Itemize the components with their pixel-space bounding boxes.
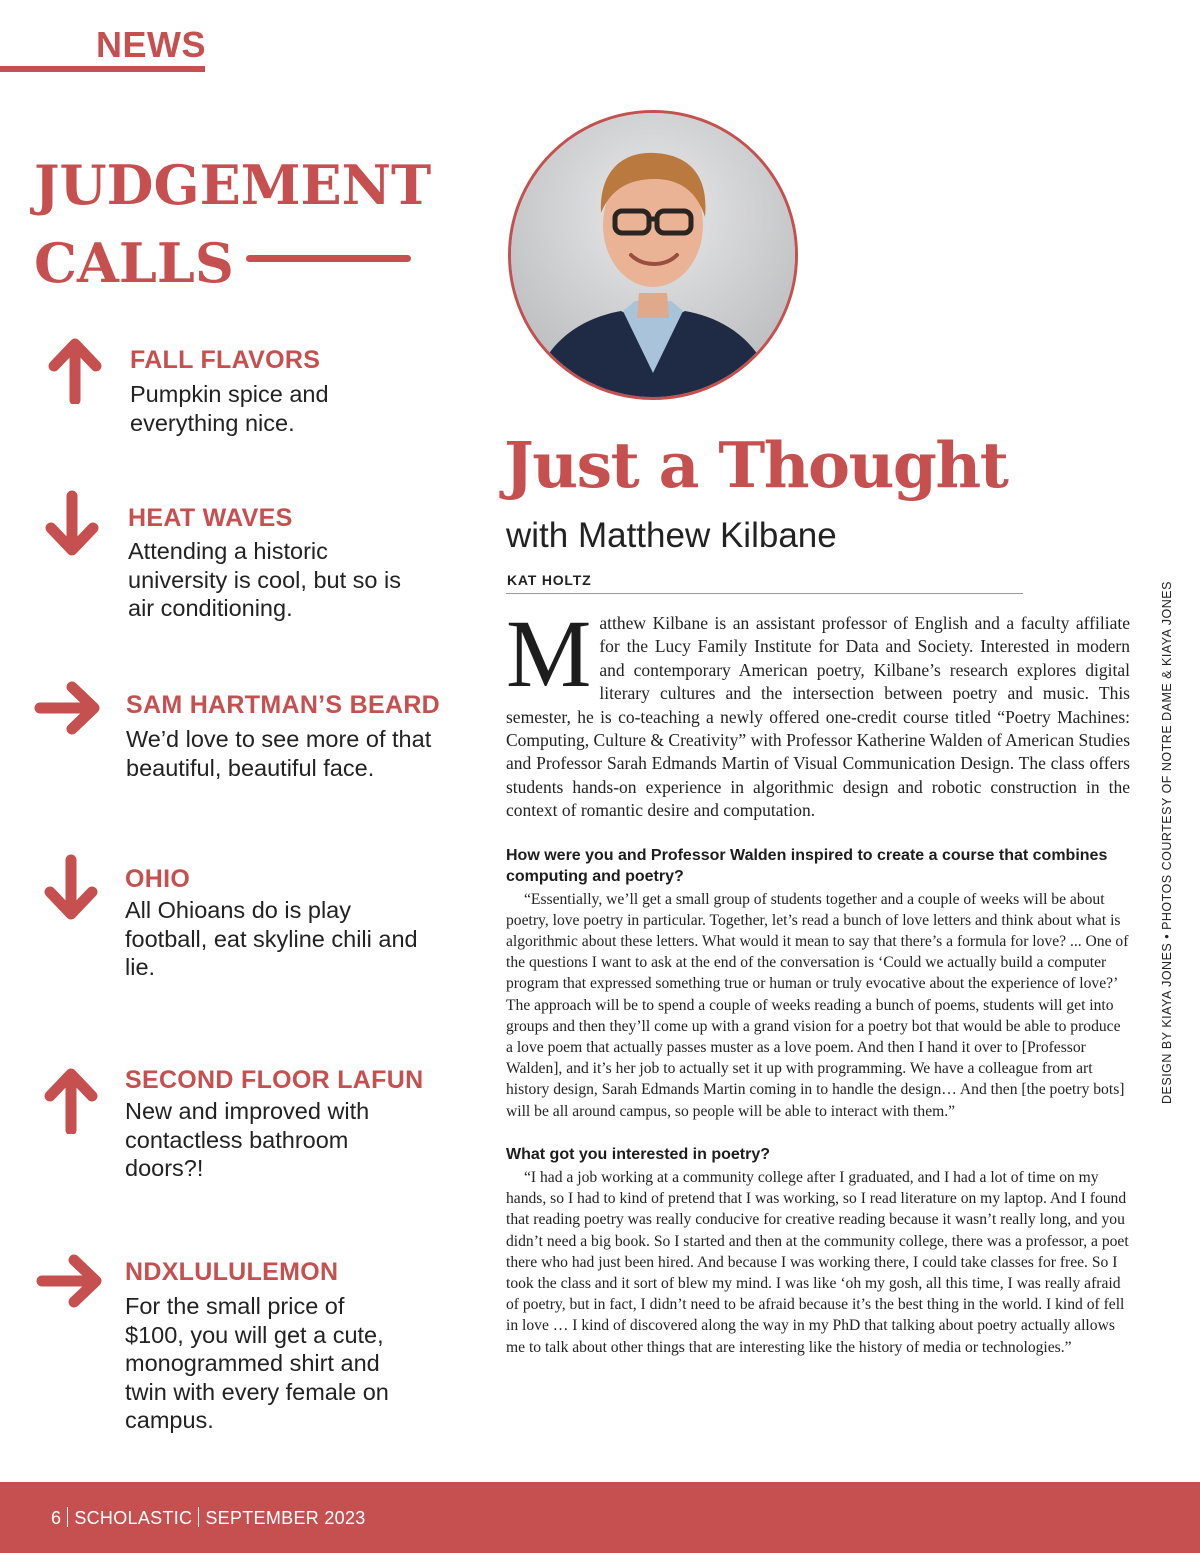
judgement-calls-title: JUDGEMENT CALLS bbox=[34, 153, 432, 295]
interview-question: How were you and Professor Walden inspired to create a course that combines computing and poetry? bbox=[506, 846, 1108, 885]
item-heading: FALL FLAVORS bbox=[130, 346, 321, 374]
item-heading: HEAT WAVES bbox=[128, 504, 293, 532]
item-text: For the small price of $100, you will get a cute, monogrammed shirt and twin with every female on campus. bbox=[125, 1293, 389, 1433]
footer-folio bbox=[51, 1507, 366, 1529]
item-heading: NDXLULULEMON bbox=[125, 1258, 339, 1286]
section-label: NEWS bbox=[96, 24, 206, 65]
footer-divider bbox=[67, 1507, 68, 1527]
item-text: We’d love to see more of that beautiful, beautiful face. bbox=[126, 726, 432, 781]
arrow-right-icon bbox=[34, 673, 104, 743]
title-rule bbox=[246, 255, 411, 262]
arrow-down-icon bbox=[37, 490, 107, 560]
article-body bbox=[506, 600, 1130, 1358]
arrow-right-icon bbox=[36, 1246, 106, 1316]
article-headline: Just a Thought bbox=[504, 428, 1008, 502]
article-byline: KAT HOLTZ bbox=[507, 572, 592, 588]
item-heading: SECOND FLOOR LAFUN bbox=[125, 1066, 424, 1094]
photo-credit: DESIGN BY KIAYA JONES • PHOTOS COURTESY OF NOTRE DAME & KIAYA JONES bbox=[1160, 581, 1174, 1104]
arrow-up-icon bbox=[40, 334, 110, 404]
interview-answer: “Essentially, we’ll get a small group of students together and a couple of weeks will be about poetry, love poetry in particular. Together, let’s read a bunch of love letters and think about what is algorithmic about these letters. What would it mean to say that there’s a formula for love? ... One of the questions I want to ask at the end of the conversation is ‘Could we actually build a computer program that expressed something true or human or truly evocative about the experience of love?’ The approach will be to spend a couple of weeks reading a bunch of poems, students will get into groups and then they’ll come up with a grand vision for a poetry bot that would be able to produce a love poem that actually passes muster as a love poem. And then I hand it over to [Professor Walden], and it’s her job to actually set it up with programming. We have a colleague from art history design, Sarah Edmands Martin coming in to handle the design… And then [the poetry bots] will be all around campus, so people will be able to interact with them.” bbox=[506, 890, 1129, 1120]
byline-rule bbox=[506, 593, 1023, 594]
drop-cap: M bbox=[506, 600, 592, 707]
item-heading: OHIO bbox=[125, 865, 191, 893]
page-number: 6 bbox=[51, 1508, 62, 1528]
publication-name: SCHOLASTIC bbox=[74, 1508, 193, 1528]
item-text: All Ohioans do is play football, eat skyline chili and lie. bbox=[125, 897, 418, 980]
interview-question: What got you interested in poetry? bbox=[506, 1145, 771, 1163]
arrow-up-icon bbox=[36, 1064, 106, 1134]
person-illustration bbox=[511, 113, 795, 397]
section-rule bbox=[0, 66, 205, 72]
article-subhead: with Matthew Kilbane bbox=[506, 516, 837, 555]
interview-answer: “I had a job working at a community college after I graduated, and I had a lot of time on my hands, so I had to kind of pretend that I was working, so I read literature on my laptop. And I found that reading poetry was really conducive for creative reading because it wasn’t really long, and you didn’t need a big book. So I started and then at the community college, there was a professor, a poet there who had just been hired. And because I was working there, I could take classes for free. So I took the class and it sort of blew my mind. I was like ‘oh my gosh, all this time, I was really afraid of poetry, but in fact, I didn’t need to be afraid because it’s the best thing in the world. I kind of fell in love … I kind of discovered along the way in my PhD that talking about poetry actually allows me to talk about other things that are interesting like the history of media or technologies.” bbox=[506, 1168, 1129, 1356]
item-text: Pumpkin spice and everything nice. bbox=[130, 381, 329, 436]
issue-date: SEPTEMBER 2023 bbox=[205, 1508, 366, 1528]
portrait-photo bbox=[508, 110, 798, 400]
item-text: New and improved with contactless bathroom doors?! bbox=[125, 1098, 370, 1181]
article-lead: Matthew Kilbane is an assistant professor of English and a faculty affiliate for the Lucy Family Institute for Data and Society. Interested in modern and contemporary American poetry, Kilbane’s research explores digital literary cultures and the intersection between poetry and music. This semester, he is co-teaching a newly offered one-credit course titled “Poetry Machines: Computing, Culture & Creativity” with Professor Katherine Walden of American Studies and Professor Sarah Edmands Martin of Visual Communication Design. The class offers students hands-on experience in algorithmic design and robotic construction in the context of romantic desire and computation. bbox=[506, 600, 1130, 821]
item-text: Attending a historic university is cool, but so is air conditioning. bbox=[128, 538, 401, 621]
arrow-down-icon bbox=[36, 854, 106, 924]
footer-divider bbox=[198, 1507, 199, 1527]
item-heading: SAM HARTMAN’S BEARD bbox=[126, 691, 441, 719]
